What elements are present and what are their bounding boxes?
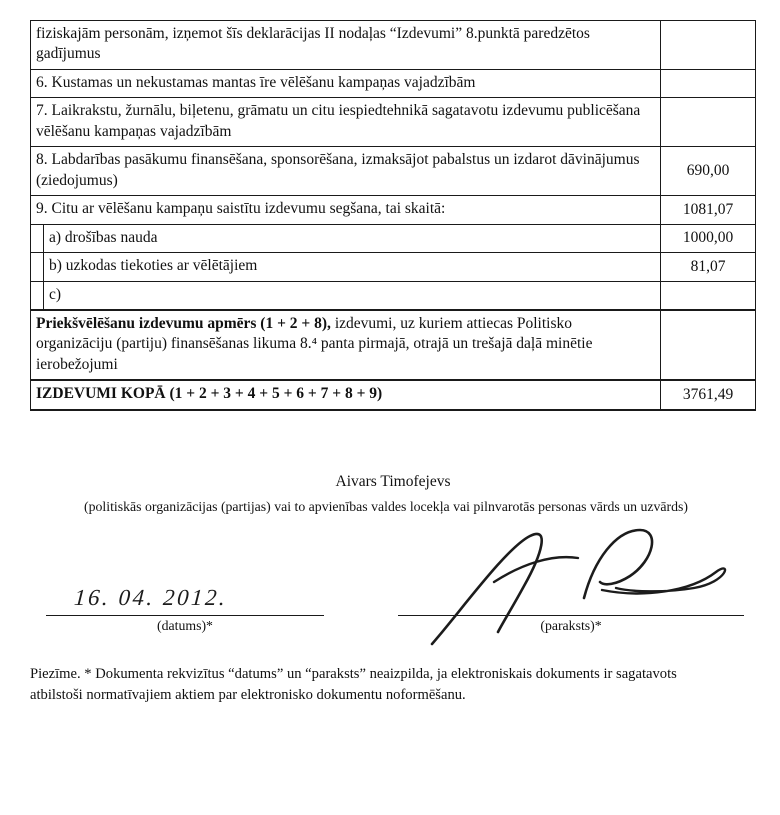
summary-bold-lead: Priekšvēlēšanu izdevumu apmērs (1 + 2 + 8),: [36, 314, 331, 332]
table-row-summary: [31, 309, 755, 379]
row-description: a) drošības nauda: [43, 225, 660, 252]
signature-label: (paraksts)*: [540, 617, 602, 633]
row-amount: [660, 282, 755, 309]
table-row-subitem: [31, 224, 755, 252]
row-amount: [660, 70, 755, 97]
table-row: [31, 21, 755, 69]
row-amount: 81,07: [660, 253, 755, 280]
signature-row: [30, 573, 756, 634]
row-amount: 1081,07: [660, 196, 755, 223]
row-description: 9. Citu ar vēlēšanu kampaņu saistītu izdevumu segšana, tai skaitā:: [36, 200, 446, 218]
row-description: 8. Labdarības pasākumu finansēšana, sponsorēšana, izmaksājot pabalstus un izdarot dāvinājumus (ziedojumus): [36, 151, 640, 189]
row-amount: [660, 311, 755, 379]
signature-line: [398, 573, 744, 616]
summary-rest: izdevumi, uz kuriem attiecas Politisko organizāciju (partiju) finansēšanas likuma 8.⁴ panta pirmajā, otrajā un trešajā daļā minētie ierobežojumi: [36, 314, 593, 373]
handwritten-date: 16. 04. 2012.: [73, 584, 229, 610]
table-row: [31, 195, 755, 223]
row-description: 7. Laikrakstu, žurnālu, biļetenu, grāmatu un citu iespiedtehnikā sagatavotu izdevumu publicēšana vēlēšanu kampaņas vajadzībām: [36, 102, 641, 140]
signatory-caption: (politiskās organizācijas (partijas) vai to apvienības valdes locekļa vai pilnvarotās personas vārds un uzvārds): [84, 498, 688, 514]
signature-block: [398, 573, 744, 634]
row-amount: 3761,49: [660, 381, 755, 408]
row-description: 6. Kustamas un nekustamas mantas īre vēlēšanu kampaņas vajadzībām: [36, 73, 476, 91]
table-row: [31, 69, 755, 97]
table-row-subitem: [31, 252, 755, 280]
date-line: [46, 573, 324, 616]
row-description: fiziskajām personām, izņemot šīs deklarācijas II nodaļas “Izdevumi” 8.punktā paredzētos gadījumus: [36, 25, 590, 63]
row-description: b) uzkodas tiekoties ar vēlētājiem: [43, 253, 660, 280]
row-description: IZDEVUMI KOPĀ (1 + 2 + 3 + 4 + 5 + 6 + 7 + 8 + 9): [36, 385, 383, 403]
table-row: [31, 146, 755, 195]
table-row-total: [31, 379, 755, 408]
row-amount: 1000,00: [660, 225, 755, 252]
date-block: [46, 573, 324, 634]
signatory-name: Aivars Timofejevs: [335, 472, 451, 490]
table-row: [31, 97, 755, 146]
row-description: c): [43, 282, 660, 309]
row-amount: [660, 98, 755, 146]
table-row-subitem: [31, 281, 755, 309]
footnote: Piezīme. * Dokumenta rekvizītus “datums” un “paraksts” neaizpilda, ja elektroniskais dokuments ir sagatavots atbilstoši normatīvajiem aktiem par elektronisko dokumentu noformēšanu.: [30, 665, 677, 703]
date-label: (datums)*: [157, 617, 213, 633]
row-amount: [660, 21, 755, 69]
expenses-table: [30, 20, 756, 411]
row-description: [31, 311, 660, 379]
row-amount: 690,00: [660, 147, 755, 195]
